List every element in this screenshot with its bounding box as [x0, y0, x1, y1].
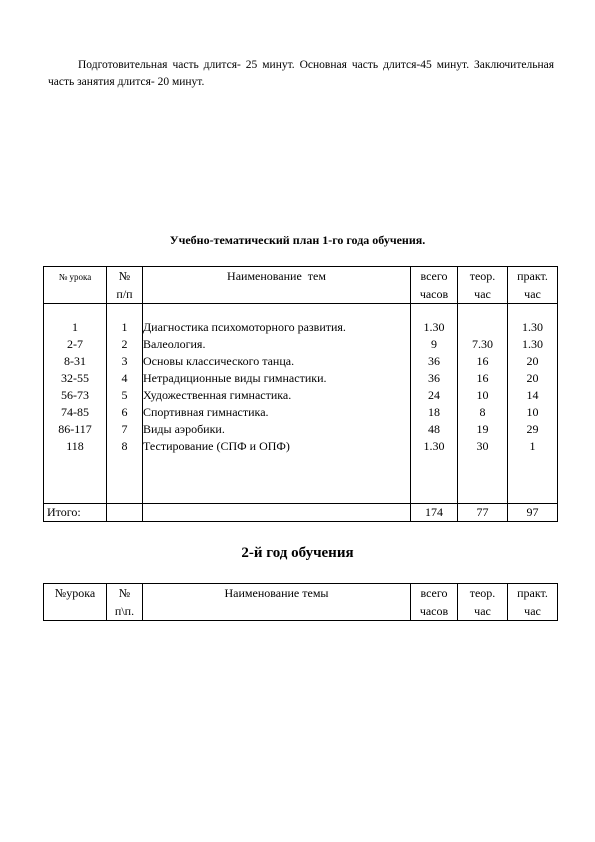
header-total: всего часов [411, 267, 458, 304]
row-topic: Спортивная гимнастика. [143, 405, 269, 419]
column-num [107, 304, 143, 504]
totals-total: 174 [411, 504, 458, 522]
row-theory: 19 [476, 422, 489, 436]
totals-empty-num [107, 504, 143, 522]
header-topic: Наименование тем [143, 267, 411, 304]
row-topic: Художественная гимнастика. [143, 388, 292, 402]
row-topic: Основы классического танца. [143, 354, 295, 368]
totals-theory: 77 [458, 504, 508, 522]
row-num: 3 [121, 354, 128, 368]
row-theory: 16 [476, 354, 489, 368]
row-theory: 8 [479, 405, 486, 419]
column-theory [458, 304, 508, 504]
plan2-header-practice: практ. час [508, 584, 558, 621]
plan2-title: 2-й год обучения [241, 545, 354, 561]
plan2-header-row [44, 584, 558, 621]
row-topic: Виды аэробики. [143, 422, 225, 436]
plan1-totals-row [44, 504, 558, 522]
row-practice: 20 [526, 354, 539, 368]
plan2-header-lesson-no: №урока [44, 584, 107, 621]
row-practice: 1.30 [522, 337, 543, 351]
row-lessons: 2-7 [67, 337, 83, 351]
header-num: № п/п [107, 267, 143, 304]
row-theory: 30 [476, 439, 489, 453]
row-lessons: 118 [66, 439, 84, 453]
row-practice: 1 [529, 439, 536, 453]
row-num: 5 [121, 388, 128, 402]
header-practice: практ. час [508, 267, 558, 304]
row-topic: Тестирование (СПФ и ОПФ) [143, 439, 290, 453]
row-topic: Валеология. [143, 337, 206, 351]
row-practice: 1.30 [522, 320, 543, 334]
plan2-table [43, 583, 558, 621]
header-lesson-no: № урока [44, 267, 107, 304]
row-total: 9 [431, 337, 437, 351]
row-num: 6 [121, 405, 128, 419]
row-num: 1 [121, 320, 128, 334]
row-total: 24 [428, 388, 440, 402]
column-practice [508, 304, 558, 504]
row-practice: 14 [526, 388, 539, 402]
row-total: 18 [428, 405, 440, 419]
plan2-header-topic: Наименование темы [143, 584, 411, 621]
row-total: 1.30 [423, 439, 445, 453]
totals-empty-topic [143, 504, 411, 522]
row-total: 48 [428, 422, 440, 436]
column-total [411, 304, 458, 504]
plan1-title: Учебно-тематический план 1-го года обучения. [169, 233, 426, 247]
row-num: 7 [121, 422, 128, 436]
row-lessons: 56-73 [61, 388, 89, 402]
row-practice: 10 [526, 405, 539, 419]
row-topic: Нетрадиционные виды гимнастики. [143, 371, 327, 385]
row-theory: 10 [476, 388, 489, 402]
row-num: 2 [121, 337, 128, 351]
intro-paragraph: Подготовительная часть длится- 25 минут. Основная часть длится-45 минут. Заключительная часть занятия длится- 20 минут. [48, 59, 554, 88]
plan1-body-row [44, 304, 558, 504]
row-lessons: 86-117 [58, 422, 92, 436]
row-topic: Диагностика психомоторного развития. [143, 320, 346, 334]
plan1-table [43, 266, 558, 522]
column-topic [143, 304, 411, 504]
row-num: 4 [121, 371, 128, 385]
row-total: 36 [428, 371, 440, 385]
row-practice: 20 [526, 371, 539, 385]
row-theory [458, 319, 507, 336]
row-practice: 29 [526, 422, 539, 436]
row-total: 36 [428, 354, 440, 368]
header-theory: теор. час [458, 267, 508, 304]
plan1-header-row [44, 267, 558, 304]
totals-label: Итого: [44, 504, 107, 522]
plan2-header-num: № п\п. [107, 584, 143, 621]
row-lessons: 1 [72, 320, 78, 334]
plan2-header-total: всего часов [411, 584, 458, 621]
column-lessons [44, 304, 107, 504]
row-num: 8 [121, 439, 128, 453]
row-lessons: 32-55 [61, 371, 89, 385]
row-lessons: 74-85 [61, 405, 89, 419]
row-total: 1.30 [423, 320, 445, 334]
row-theory: 16 [476, 371, 489, 385]
plan2-header-theory: теор. час [458, 584, 508, 621]
totals-practice: 97 [508, 504, 558, 522]
row-theory: 7.30 [472, 337, 493, 351]
row-lessons: 8-31 [64, 354, 86, 368]
